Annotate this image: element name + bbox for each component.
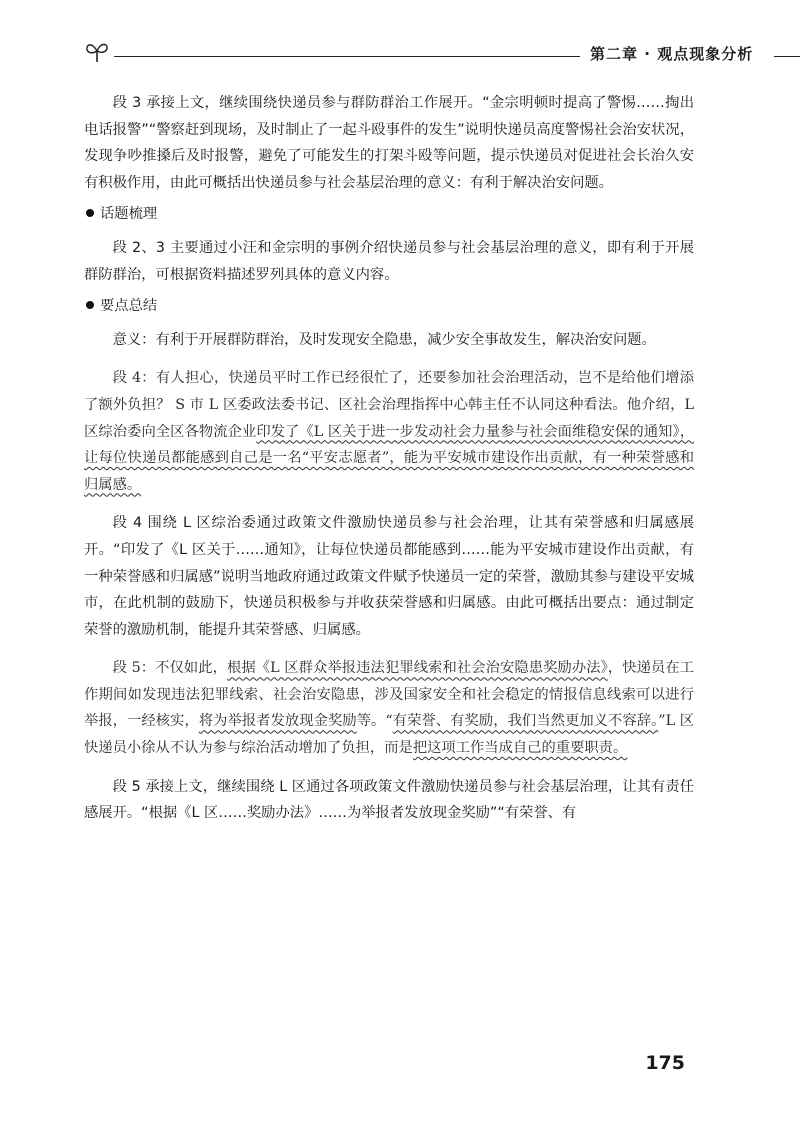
bullet-topic <box>84 201 694 228</box>
paragraph-5: 段 4 围绕 L 区综治委通过政策文件激励快递员参与社会治理，让其有荣誉感和归属感展开。“印发了《L 区关于……通知》，让每位快递员都能感到……能为平安城市建设作出贡献，有一种荣誉感和归属感”说明当地政府通过政策文件赋予快递员一定的荣誉，激励其参与建设平安城市，在此机制的鼓励下，快递员积极参与并收获荣誉感和归属感。由此可概括出要点：通过制定荣誉的激励机制，能提升其荣誉感、归属感。 <box>84 515 694 638</box>
paragraph-3: 意义：有利于开展群防群治，及时发现安全隐患，减少安全事故发生，解决治安问题。 <box>112 331 656 348</box>
excerpt-4-highlight: 印发了《L 区关于进一步发动社会力量参与社会面维稳安保的通知》，让每位快递员都能感到自己是一名“平安志愿者”，能为平安城市建设作出贡献，有一种荣誉感和归属感。 <box>84 423 695 493</box>
source-excerpt-4 <box>84 365 694 498</box>
chapter-number: 第二章 <box>590 45 639 63</box>
header-rule-right <box>774 56 800 57</box>
bullet-dot-icon <box>86 301 94 309</box>
bullet-dot-icon <box>86 209 94 217</box>
chapter-separator: · <box>644 45 651 63</box>
excerpt-5-text-d: ”L 区快递员小徐从不认为参与综治活动增加了负担，而是 <box>84 713 694 757</box>
excerpt-5-text-a: 段 5：不仅如此， <box>112 660 228 677</box>
header-rule-left <box>114 56 580 57</box>
paragraph-1: 段 3 承接上文，继续围绕快递员参与群防群治工作展开。“金宗明顿时提高了警惕……掏出电话报警”“警察赶到现场，及时制止了一起斗殴事件的发生”说明快递员高度警惕社会治安状况，发现争吵推搡后及时报警，避免了可能发生的打架斗殴等问题，提示快递员对促进社会长治久安有积极作用，由此可概括出快递员参与社会基层治理的意义：有利于解决治安问题。 <box>84 95 694 191</box>
excerpt-5-highlight-c: 有荣誉、有奖励，我们当然更加义不容辞。 <box>392 713 659 730</box>
paragraph-2: 段 2、3 主要通过小汪和金宗明的事例介绍快递员参与社会基层治理的意义，即有利于开展群防群治，可根据资料描述罗列具体的意义内容。 <box>84 239 694 283</box>
paragraph-7: 段 5 承接上文，继续围绕 L 区通过各项政策文件激励快递员参与社会基层治理，让其有责任感展开。“根据《L 区……奖励办法》……为举报者发放现金奖励”“有荣誉、有 <box>84 778 694 822</box>
excerpt-5-highlight-a: 根据《L 区群众举报违法犯罪线索和社会治安隐患奖励办法》 <box>227 660 608 677</box>
sprout-icon <box>84 38 110 64</box>
bullet-summary <box>84 293 694 320</box>
bullet-summary-label: 要点总结 <box>100 298 158 315</box>
excerpt-4-text: 段 4：有人担心，快递员平时工作已经很忙了，还要参加社会治理活动，岂不是给他们增添了额外负担？ S 市 L 区委政法委书记、区社会治理指挥中心韩主任不认同这种看法。他介绍，L 区综治委向全区各物流企业 <box>84 370 694 440</box>
excerpt-5-highlight-b: 将为举报者发放现金奖励 <box>198 713 357 730</box>
chapter-title <box>590 43 753 64</box>
bullet-topic-label: 话题梳理 <box>100 206 158 223</box>
excerpt-5-highlight-d: 把这项工作当成自己的重要职责。 <box>412 740 628 757</box>
page-body <box>84 90 694 827</box>
source-excerpt-5 <box>84 655 694 761</box>
section-title: 观点现象分析 <box>657 45 754 63</box>
running-header <box>84 38 760 68</box>
excerpt-5-text-c: 等。“ <box>356 713 393 730</box>
excerpt-5-text-b: ，快递员在工作期间如发现违法犯罪线索、社会治安隐患，涉及国家安全和社会稳定的情报信息线索可以进行举报，一经核实， <box>84 660 695 730</box>
page-number: 175 <box>645 1052 685 1074</box>
